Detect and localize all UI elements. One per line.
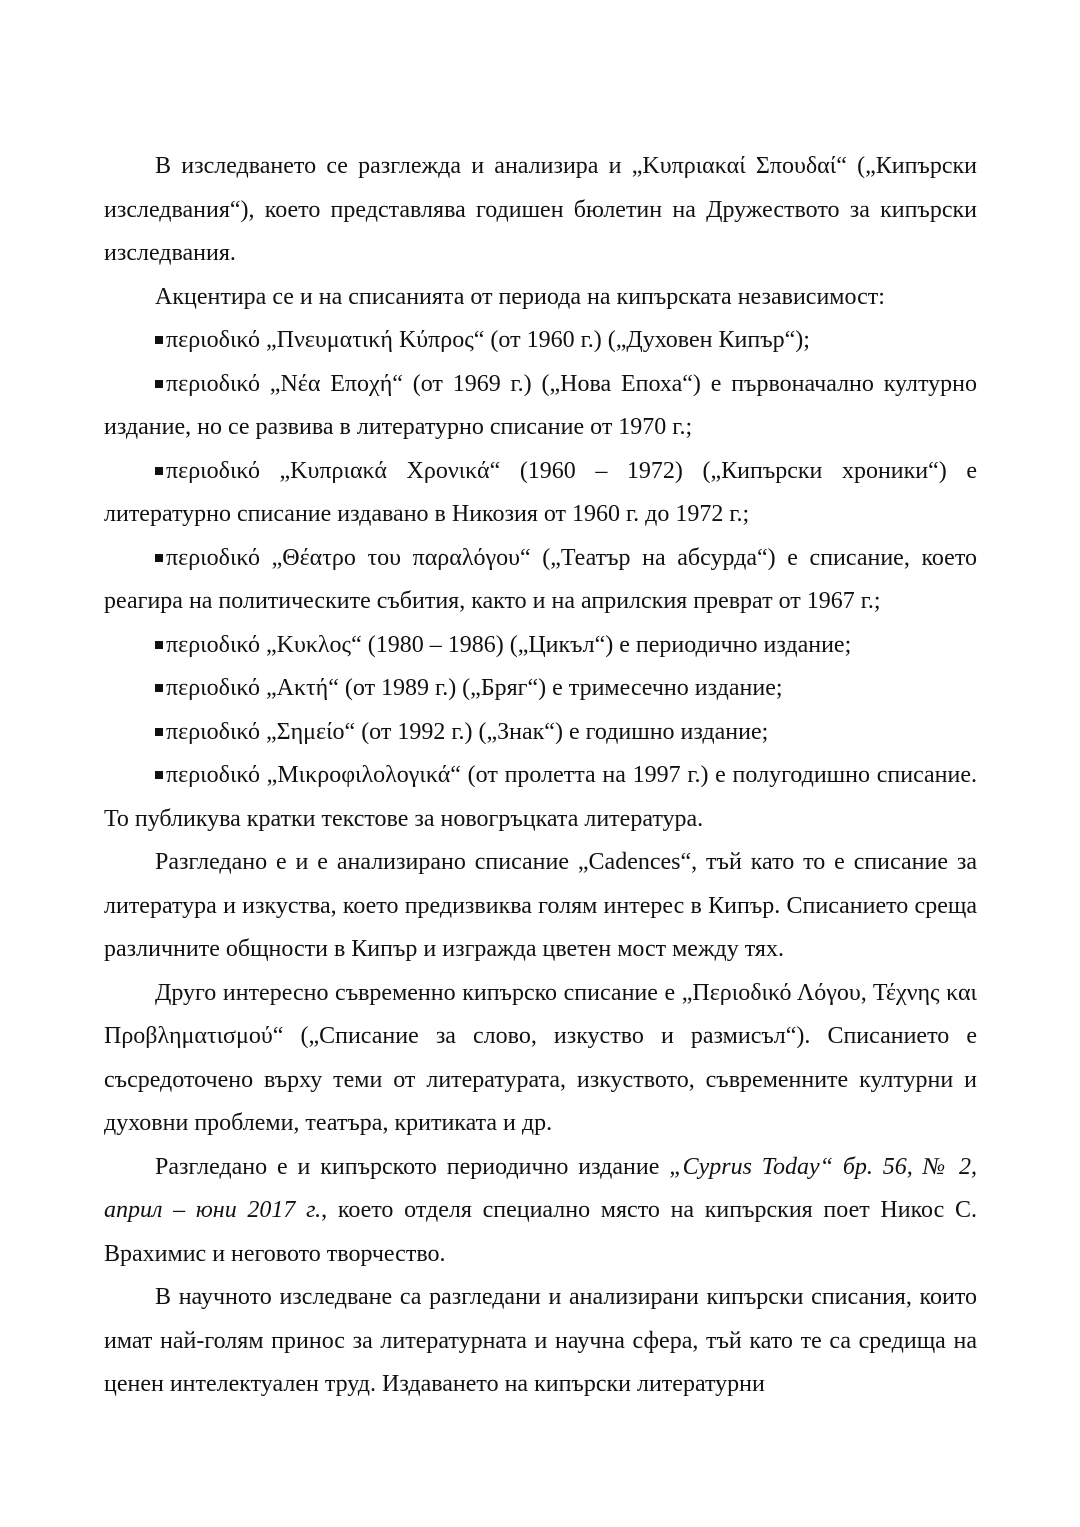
list-item [104, 319, 977, 363]
list-item [104, 711, 977, 755]
square-bullet-icon [155, 554, 163, 562]
square-bullet-icon [155, 771, 163, 779]
list-item [104, 754, 977, 841]
square-bullet-icon [155, 467, 163, 475]
paragraph-cyprus-today [104, 1146, 977, 1277]
paragraph-independence: Акцентира се и на списанията от периода на кипърската независимост: [155, 283, 885, 310]
list-item [104, 450, 977, 537]
list-item-text: περιοδικό „Πνευματική Κύπρος“ (от 1960 г.) („Духовен Кипър“); [166, 327, 810, 353]
paragraph-text-start: Разгледано е и кипърското периодично издание [155, 1153, 670, 1180]
document-page [104, 145, 977, 1407]
square-bullet-icon [155, 336, 163, 344]
square-bullet-icon [155, 380, 163, 388]
list-item-text: περιοδικό „Μικροφιλολογικά“ (от пролетта на 1997 г.) е полугодишно списание. То публикува кратки текстове за новогръцката литература. [104, 762, 977, 832]
list-item-text: περιοδικό „Ακτή“ (от 1989 г.) („Бряг“) е тримесечно издание; [166, 675, 783, 701]
list-item [104, 537, 977, 624]
square-bullet-icon [155, 684, 163, 692]
list-item-text: περιοδικό „Θέατρο του παραλόγου“ („Театър на абсурда“) е списание, което реагира на политическите събития, както и на априлския преврат от 1967 г.; [104, 544, 977, 614]
italic-citation: „Cyprus Today“ бр. 56, № 2, април – юни 2017 г. [104, 1153, 977, 1223]
list-item-text: περιοδικό „Νέα Εποχή“ (от 1969 г.) („Нова Епоха“) е първоначално културно издание, но се развива в литературно списание от 1970 г.; [104, 370, 977, 440]
paragraph-cadences: Разгледано е и е анализирано списание „Cadences“, тъй като то е списание за литература и изкуства, което предизвиква голям интерес в Кипър. Списанието среща различните общности в Кипър и изгражда цветен мост между тях. [104, 849, 977, 962]
paragraph-periodiko-logou: Друго интересно съвременно кипърско списание е „Περιοδικό Λόγου, Τέχνης και Προβληματισμού“ („Списание за слово, изкуство и размисъл“). Списанието е съсредоточено върху теми от литературата, изкуството, съвременните културни и духовни проблеми, театъра, критиката и др. [104, 979, 977, 1136]
paragraph-text-end: , което отделя специално място на кипърския поет Никос С. Врахимис и неговото творчество. [104, 1197, 977, 1267]
paragraph-intro: В изследването се разглежда и анализира и „Κυπριακαί Σπουδαί“ („Кипърски изследвания“), което представлява годишен бюлетин на Дружеството за кипърски изследвания. [104, 153, 977, 266]
list-item [104, 624, 977, 668]
list-item [104, 363, 977, 450]
list-item-text: περιοδικό „Σημείο“ (от 1992 г.) („Знак“) е годишно издание; [166, 718, 769, 745]
list-item-text: περιοδικό „Κυπριακά Χρονικά“ (1960 – 1972) („Кипърски хроники“) е литературно списание издавано в Никозия от 1960 г. до 1972 г.; [104, 457, 977, 527]
paragraph-conclusion: В научното изследване са разгледани и анализирани кипърски списания, които имат най-голям принос за литературната и научна сфера, тъй като те са средища на ценен интелектуален труд. Издаването на кипърски литературни [104, 1284, 977, 1397]
list-item [104, 667, 977, 711]
square-bullet-icon [155, 728, 163, 736]
square-bullet-icon [155, 641, 163, 649]
list-item-text: περιοδικό „Κυκλος“ (1980 – 1986) („Цикъл“) е периодично издание; [166, 631, 852, 658]
